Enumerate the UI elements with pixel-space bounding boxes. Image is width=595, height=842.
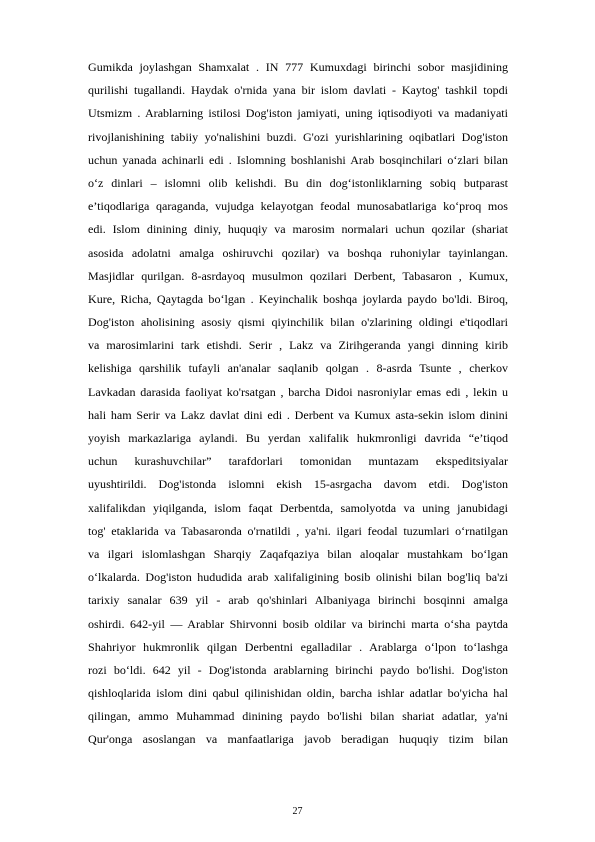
text-line: hali ham Serir va Lakz davlat dini edi . Derbent va Kumux asta-sekin islom dinini bbox=[88, 407, 508, 422]
text-line: kelishiga qarshilik tufayli an'analar saqlanib qolgan . 8-asrda Tsunte , cherkov bbox=[88, 361, 508, 376]
text-line: Lavkadan darasida faoliyat ko'rsatgan , barcha Didoi nasroniylar emas edi , lekin u bbox=[88, 384, 508, 399]
text-line: Gumikda joylashgan Shamxalat . IN 777 Kumuxdagi birinchi sobor masjidining bbox=[88, 60, 508, 74]
body-text bbox=[88, 56, 508, 752]
text-line: Masjidlar qurilgan. 8-asrdayoq musulmon qozilari Derbent, Tabasaron , Kumux, bbox=[88, 268, 508, 283]
text-line: e’tiqodlariga qaraganda, vujudga kelayotgan feodal munosabatlariga ko‘proq mos bbox=[88, 199, 508, 214]
text-line: Shahriyor hukmronlik qilgan Derbentni egalladilar . Arablarga o‘lpon to‘lashga bbox=[88, 639, 508, 654]
text-line: tarixiy sanalar 639 yil - arab qo'shinlari Albaniyaga birinchi bosqinni amalga bbox=[88, 593, 508, 608]
text-line: va marosimlarini tark etishdi. Serir , Lakz va Zirihgeranda yangi dinning kirib bbox=[88, 338, 508, 353]
text-line: Dog'iston aholisining asosiy qismi qiyinchilik bilan o'zlarining oldingi e'tiqodlari bbox=[88, 315, 508, 330]
text-line: rozi bo‘ldi. 642 yil - Dog'istonda arablarning birinchi paydo bo'lishi. Dog'iston bbox=[88, 662, 508, 677]
text-line: uyushtirildi. Dog'istonda islomni ekish 15-asrgacha davom etdi. Dog'iston bbox=[88, 477, 508, 492]
text-line: yoyish markazlariga aylandi. Bu yerdan xalifalik hukmronligi davrida “e’tiqod bbox=[88, 431, 508, 445]
text-line: oʻlkalarda. Dog'iston hududida arab xalifaligining bosib olinishi bilan bog'liq ba'zi bbox=[88, 570, 508, 585]
text-line: Kure, Richa, Qaytagda boʻlgan . Keyinchalik boshqa joylarda paydo bo'ldi. Biroq, bbox=[88, 291, 508, 306]
text-line: xalifalikdan yiqilganda, islom faqat Derbentda, samolyotda va uning janubidagi bbox=[88, 500, 508, 515]
text-line: edi. Islom dinining diniy, huquqiy va marosim normalari uchun qozilar (shariat bbox=[88, 222, 508, 237]
text-line: qishloqlarida islom dini qabul qilinishidan oldin, barcha ishlar adatlar bo'yicha hal bbox=[88, 686, 508, 701]
text-line: Qur'onga asoslangan va manfaatlariga javob beradigan huquqiy tizim bilan bbox=[88, 732, 508, 747]
text-line: va ilgari islomlashgan Sharqiy Zaqafqaziya bilan aloqalar mustahkam boʻlgan bbox=[88, 546, 508, 561]
text-line: uchun yanada achinarli edi . Islomning boshlanishi Arab bosqinchilari oʻzlari bilan bbox=[88, 152, 508, 167]
text-line: oshirdi. 642-yil — Arablar Shirvonni bosib oldilar va birinchi marta oʻsha paytda bbox=[88, 616, 508, 631]
text-line: oʻz dinlari – islomni olib kelishdi. Bu din dog‘istonliklarning sobiq butparast bbox=[88, 175, 508, 190]
text-line: Utsmizm . Arablarning istilosi Dog'iston jamiyati, uning iqtisodiyoti va madaniyati bbox=[88, 106, 508, 121]
text-line: asosida adolatni amalga oshiruvchi qozilar) va boshqa ruhoniylar tayinlangan. bbox=[88, 245, 508, 260]
text-line: qilingan, ammo Muhammad dinining paydo bo'lishi bilan shariat adatlar, ya'ni bbox=[88, 709, 508, 724]
text-line: qurilishi tugallandi. Haydak o'rnida yana bir islom davlati - Kaytog' tashkil topdi bbox=[88, 83, 508, 98]
text-line: uchun kurashuvchilar” tarafdorlari tomonidan muntazam ekspeditsiyalar bbox=[88, 454, 508, 469]
text-line: tog' etaklarida va Tabasaronda o'rnatildi , ya'ni. ilgari feodal tuzumlari oʻrnatilgan bbox=[88, 523, 508, 538]
text-line: rivojlanishining tabiiy yo'nalishini buzdi. G'ozi yurishlarining oqibatlari Dog'iston bbox=[88, 129, 508, 144]
page-number: 27 bbox=[292, 806, 303, 817]
